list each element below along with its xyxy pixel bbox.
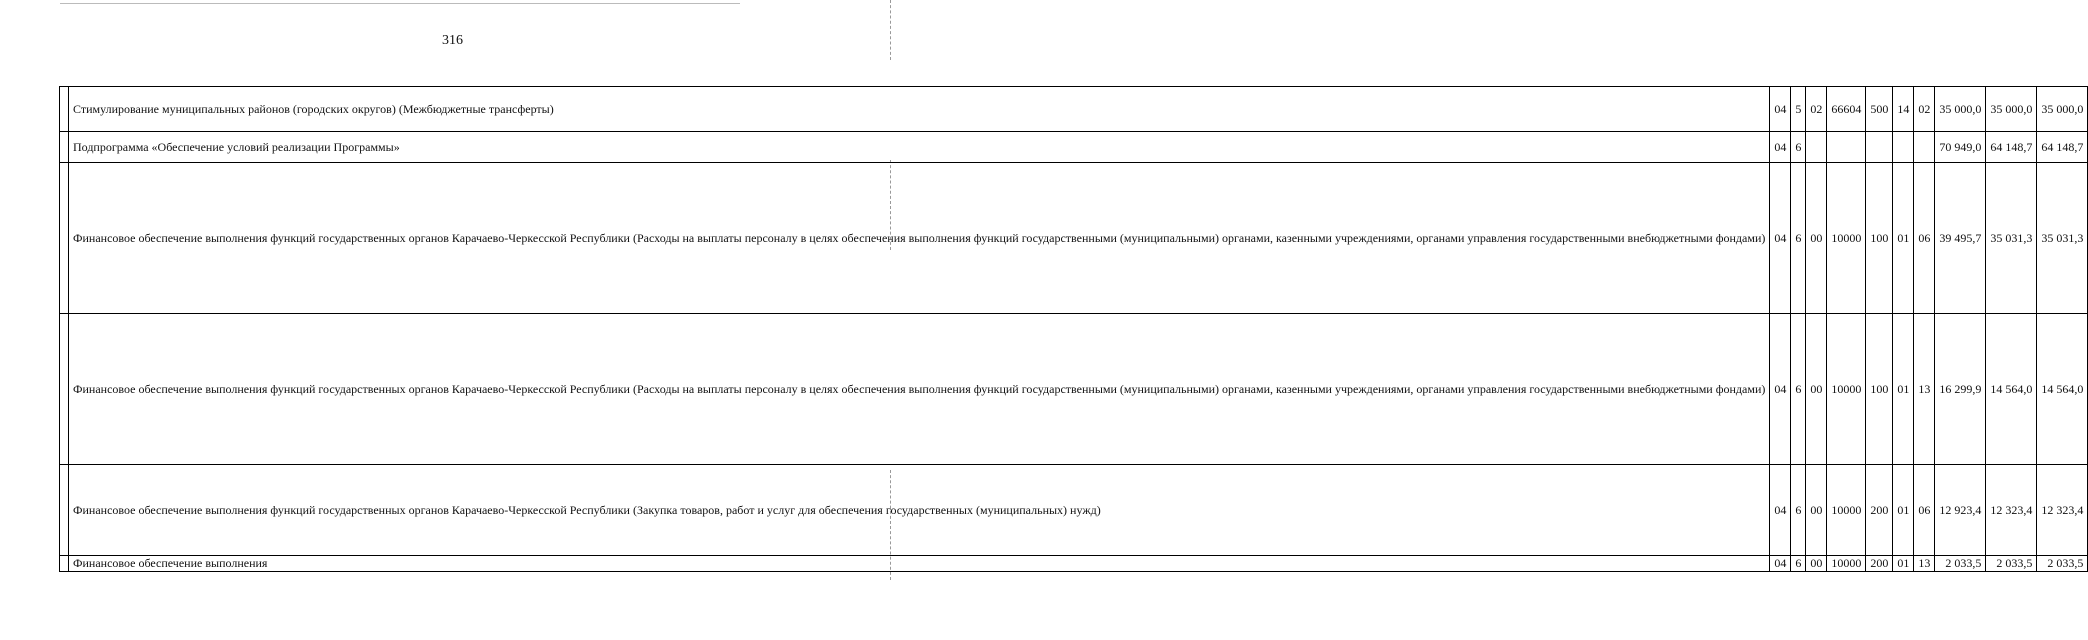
- code-subprogram: [1806, 132, 1827, 163]
- code-program: 6: [1791, 556, 1806, 572]
- table-row: [60, 556, 2088, 572]
- code-chapter: 01: [1893, 163, 1914, 314]
- code-direction: 10000: [1827, 465, 1866, 556]
- code-section: 04: [1770, 314, 1791, 465]
- amount-3: 12 323,4: [2037, 465, 2088, 556]
- amount-3: 14 564,0: [2037, 314, 2088, 465]
- code-subchapter: 06: [1914, 465, 1935, 556]
- table-row: [60, 465, 2088, 556]
- amount-2: 12 323,4: [1986, 465, 2037, 556]
- amount-1: 12 923,4: [1935, 465, 1986, 556]
- code-expense-type: 500: [1866, 87, 1893, 132]
- table-row: [60, 87, 2088, 132]
- code-program: 6: [1791, 465, 1806, 556]
- amount-3: 35 000,0: [2037, 87, 2088, 132]
- code-chapter: [1893, 132, 1914, 163]
- code-section: 04: [1770, 556, 1791, 572]
- code-direction: [1827, 132, 1866, 163]
- code-chapter: 01: [1893, 465, 1914, 556]
- scan-top-edge: [60, 3, 740, 4]
- table-row: [60, 132, 2088, 163]
- code-expense-type: 100: [1866, 314, 1893, 465]
- row-index-cell: [60, 132, 69, 163]
- code-expense-type: 200: [1866, 465, 1893, 556]
- code-expense-type: [1866, 132, 1893, 163]
- code-subprogram: 00: [1806, 314, 1827, 465]
- code-direction: 10000: [1827, 314, 1866, 465]
- row-description: Финансовое обеспечение выполнения функций государственных органов Карачаево-Черкесской Республики (Расходы на выплаты персоналу в целях обеспечения выполнения функций государственными (муниципальными) органами, казенными учреждениями, органами управления государственными внебюджетными фондами): [69, 163, 1770, 314]
- budget-table: [59, 86, 2088, 572]
- code-subchapter: 06: [1914, 163, 1935, 314]
- amount-3: 64 148,7: [2037, 132, 2088, 163]
- row-index-cell: [60, 163, 69, 314]
- code-direction: 10000: [1827, 163, 1866, 314]
- code-direction: 66604: [1827, 87, 1866, 132]
- row-description: Подпрограмма «Обеспечение условий реализации Программы»: [69, 132, 1770, 163]
- row-index-cell: [60, 314, 69, 465]
- code-section: 04: [1770, 163, 1791, 314]
- amount-3: 35 031,3: [2037, 163, 2088, 314]
- amount-2: 14 564,0: [1986, 314, 2037, 465]
- row-description: Финансовое обеспечение выполнения функций государственных органов Карачаево-Черкесской Республики (Закупка товаров, работ и услуг для обеспечения государственных (муниципальных) нужд): [69, 465, 1770, 556]
- amount-2: 64 148,7: [1986, 132, 2037, 163]
- table-row: [60, 163, 2088, 314]
- code-section: 04: [1770, 465, 1791, 556]
- amount-3: 2 033,5: [2037, 556, 2088, 572]
- code-section: 04: [1770, 87, 1791, 132]
- code-section: 04: [1770, 132, 1791, 163]
- row-index-cell: [60, 556, 69, 572]
- row-description: Стимулирование муниципальных районов (городских округов) (Межбюджетные трансферты): [69, 87, 1770, 132]
- code-program: 6: [1791, 163, 1806, 314]
- amount-1: 70 949,0: [1935, 132, 1986, 163]
- code-program: 5: [1791, 87, 1806, 132]
- code-subchapter: 13: [1914, 314, 1935, 465]
- amount-2: 35 031,3: [1986, 163, 2037, 314]
- code-expense-type: 200: [1866, 556, 1893, 572]
- code-program: 6: [1791, 132, 1806, 163]
- amount-1: 35 000,0: [1935, 87, 1986, 132]
- table-row: [60, 314, 2088, 465]
- amount-1: 2 033,5: [1935, 556, 1986, 572]
- code-subprogram: 00: [1806, 556, 1827, 572]
- code-subprogram: 02: [1806, 87, 1827, 132]
- amount-2: 2 033,5: [1986, 556, 2037, 572]
- amount-2: 35 000,0: [1986, 87, 2037, 132]
- code-subchapter: [1914, 132, 1935, 163]
- code-chapter: 01: [1893, 314, 1914, 465]
- row-description: Финансовое обеспечение выполнения: [69, 556, 1770, 572]
- code-program: 6: [1791, 314, 1806, 465]
- code-subprogram: 00: [1806, 163, 1827, 314]
- page-number: 316: [442, 33, 463, 48]
- code-direction: 10000: [1827, 556, 1866, 572]
- row-index-cell: [60, 87, 69, 132]
- row-description: Финансовое обеспечение выполнения функций государственных органов Карачаево-Черкесской Республики (Расходы на выплаты персоналу в целях обеспечения выполнения функций государственными (муниципальными) органами, казенными учреждениями, органами управления государственными внебюджетными фондами): [69, 314, 1770, 465]
- code-subprogram: 00: [1806, 465, 1827, 556]
- code-chapter: 14: [1893, 87, 1914, 132]
- code-chapter: 01: [1893, 556, 1914, 572]
- scan-right-margin-mark: [890, 0, 891, 60]
- code-expense-type: 100: [1866, 163, 1893, 314]
- row-index-cell: [60, 465, 69, 556]
- code-subchapter: 02: [1914, 87, 1935, 132]
- code-subchapter: 13: [1914, 556, 1935, 572]
- amount-1: 16 299,9: [1935, 314, 1986, 465]
- amount-1: 39 495,7: [1935, 163, 1986, 314]
